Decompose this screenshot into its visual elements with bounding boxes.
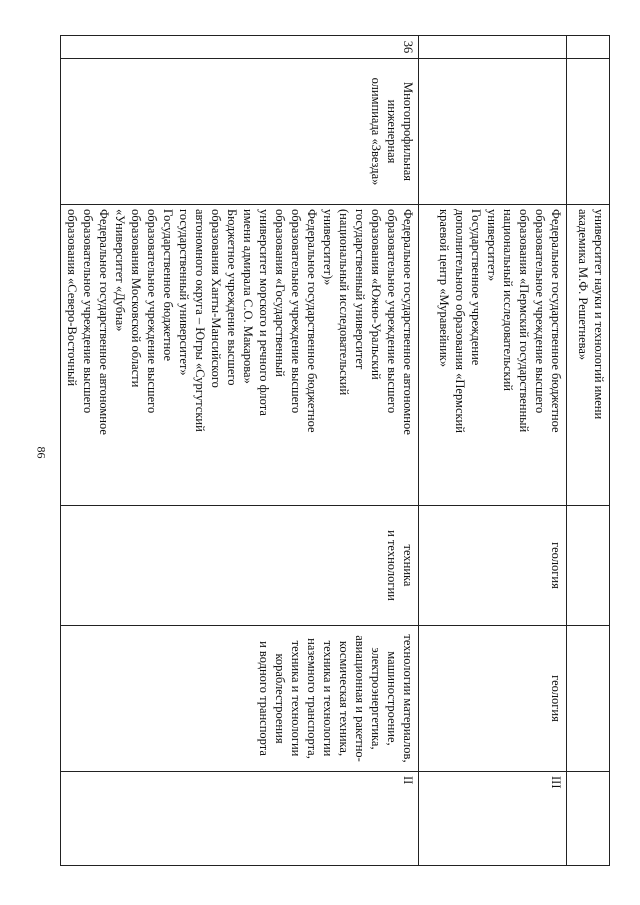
row-number-cell [419,36,567,59]
profile-line: техника и технологии [289,640,303,757]
organizer-line: Федеральное государственное автономное [401,209,415,435]
organizer-line: Бюджетное учреждение высшего [225,209,239,386]
field-line: техника [401,544,415,587]
organizer-line: университет морского и речного флота [257,209,271,416]
organizer-line: национальный исследовательский [501,209,515,391]
organizer-line: «Университет «Дубна» [113,209,127,332]
organizer-line: дополнительного образования «Пермский [453,209,467,433]
olympiad-name-cell [61,59,419,205]
profile-line: и водного транспорта [257,641,271,756]
table-row [419,36,567,866]
field-cell [61,506,419,626]
profile-line: авиационная и ракетно- [353,635,367,762]
profile-line: космическая техника, [337,640,351,757]
organizer-line: университет» [485,209,499,282]
organizer-line: имени адмирала С.О. Макарова» [241,209,255,384]
profile-line: машиностроение, [385,651,399,746]
name-line: Многопрофильная [401,81,415,182]
rotated-table-frame [60,35,610,865]
olympiad-name-cell [567,59,610,205]
field-line: и технологии [385,530,399,601]
organizer-line: образования «Пермский государственный [517,209,531,433]
field-cell [567,506,610,626]
organizer-line: Государственное бюджетное [161,209,175,362]
organizer-line: университет)» [321,209,335,286]
row-number-cell: 36 [61,36,419,59]
organizer-line: образовательное учреждение высшего [385,209,399,414]
profile-line: наземного транспорта, [305,638,319,759]
organizer-line: образования Московской области [129,209,143,388]
organizer-line: образования Ханты-Мансийского [209,209,223,388]
profile-line: кораблестроения [273,653,287,744]
organizer-line: Федеральное государственное автономное [97,209,111,435]
table-row [61,36,419,866]
organizer-line: Федеральное государственное бюджетное [549,209,563,433]
organizers-cell [567,205,610,506]
organizer-line: образовательное учреждение высшего [145,209,159,414]
row-number-cell [567,36,610,59]
profile-cell [419,626,567,772]
organizer-line: автономного округа – Югры «Сургутский [193,209,207,432]
organizer-line: образовательное учреждение высшего [533,209,547,414]
olympiad-table [60,35,610,866]
name-line: инженерная [385,99,399,164]
profile-cell [61,626,419,772]
organizer-line: университет науки и технологий имени [592,209,606,420]
profile-cell [567,626,610,772]
organizers-cell [61,205,419,506]
organizer-line: Федеральное государственное бюджетное [305,209,319,433]
olympiad-name-cell [419,59,567,205]
table-row [567,36,610,866]
organizer-line: образования «Северо-Восточный [65,209,79,387]
organizer-line: (национальный исследовательский [337,209,351,396]
organizer-line: образования «Южно-Уральский [369,209,383,380]
organizer-line: образования «Государственный [273,209,287,377]
organizer-line: государственный университет [353,209,367,370]
profile-line: техника и технологии [321,640,335,757]
profile-line: электроэнергетика, [369,647,383,750]
organizer-line: образовательное учреждение высшего [81,209,95,414]
level-cell: III [419,772,567,866]
organizer-line: образовательное учреждение высшего [289,209,303,414]
page-number: 86 [34,446,49,459]
organizer-line: государственный университет» [177,209,191,376]
field-line: геология [549,542,563,589]
name-line: олимпиада «Звезда» [369,77,383,186]
organizer-line: краевой центр «Муравейник» [437,209,451,368]
organizer-line: академика М.Ф. Решетнева» [576,209,590,361]
field-cell [419,506,567,626]
level-cell: II [61,772,419,866]
organizers-cell [419,205,567,506]
organizer-line: Государственное учреждение [469,209,483,366]
profile-line: технологии материалов, [401,634,415,763]
profile-line: геология [549,675,563,722]
level-cell [567,772,610,866]
